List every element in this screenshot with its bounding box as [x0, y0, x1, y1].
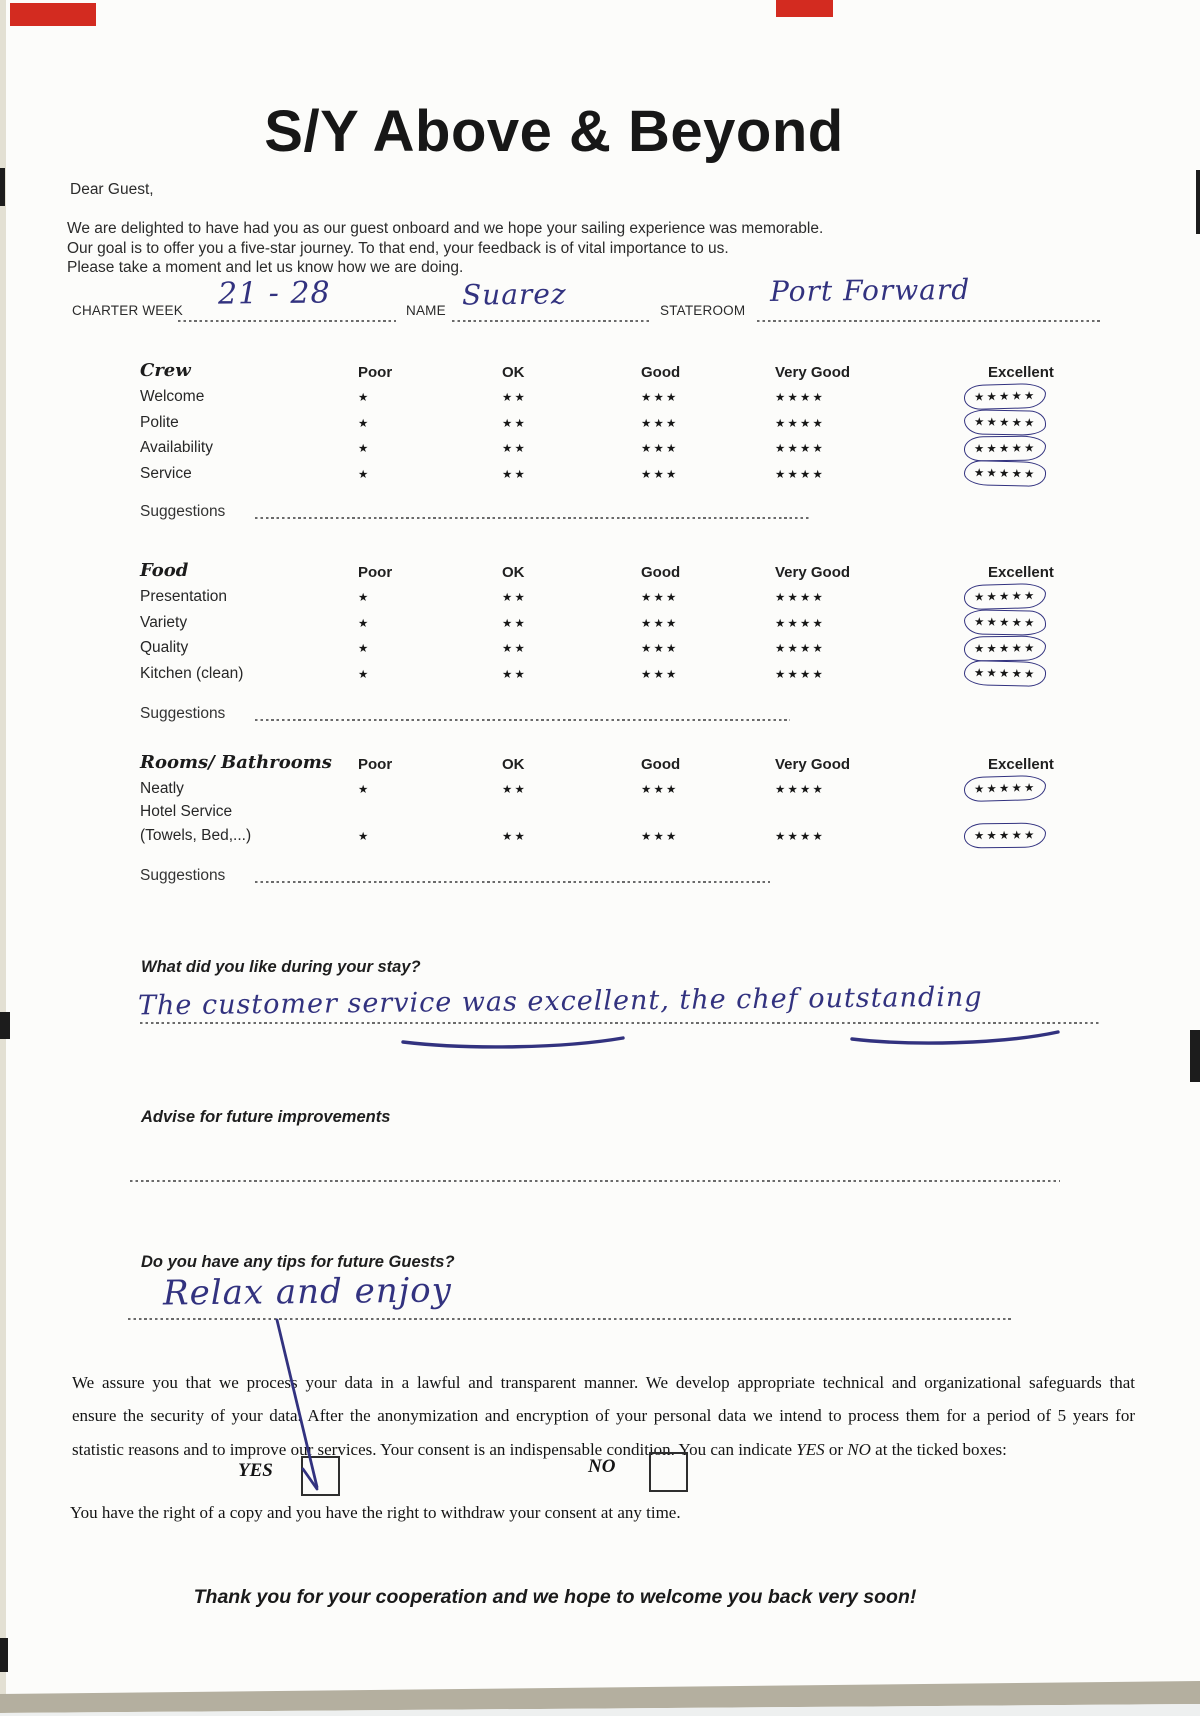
star-cell: ★	[358, 441, 371, 456]
rating-row	[140, 635, 1100, 661]
star-cell: ★★★★	[775, 466, 826, 481]
yes-checkbox	[301, 1456, 340, 1496]
scan-artifact-black-mark	[0, 1638, 8, 1672]
consent-line: ensure the security of your data. After the anonymization and encryption of your personal data we intend to process them for a period of 5 years for	[72, 1406, 1135, 1426]
rating-circle-mark	[964, 660, 1046, 687]
scan-artifact-black-mark	[1196, 170, 1200, 234]
star-cell: ★★★	[641, 641, 679, 656]
rating-table-rooms	[140, 742, 1100, 848]
scale-label: Poor	[358, 756, 393, 773]
star-cell: ★★★	[641, 441, 679, 456]
star-cell: ★★★★★	[973, 614, 1037, 630]
food-suggestions-label: Suggestions	[140, 705, 226, 722]
star-cell: ★★★★★	[973, 780, 1037, 797]
star-cell: ★★★★	[775, 441, 826, 456]
consent-emphasis: YES	[796, 1439, 825, 1459]
rating-row-label: Polite	[140, 413, 179, 431]
star-cell: ★★	[502, 466, 528, 481]
star-cell: ★★★★	[775, 641, 826, 656]
rating-header-row	[140, 550, 1100, 584]
excellent-cell	[973, 410, 1100, 435]
excellent-cell	[973, 610, 1100, 635]
name-line	[452, 320, 652, 322]
star-cell: ★★★★	[775, 415, 826, 430]
crew-suggestions-label: Suggestions	[140, 503, 226, 520]
rating-circle-mark	[964, 583, 1046, 610]
star-cell: ★★★★★	[973, 388, 1037, 405]
rights-statement: You have the right of a copy and you have the right to withdraw your consent at any time.	[70, 1503, 681, 1522]
rating-row-label: Variety	[140, 613, 188, 631]
name-label: NAME	[406, 303, 446, 318]
star-cell: ★	[358, 781, 371, 796]
star-cell: ★	[358, 666, 371, 681]
yes-label: YES	[238, 1460, 273, 1481]
star-cell: ★★★★	[775, 666, 826, 681]
stateroom-line	[757, 320, 1102, 322]
rating-row-label: Service	[140, 464, 192, 482]
star-cell: ★★★	[641, 615, 679, 630]
star-cell: ★★	[502, 828, 528, 843]
star-cell: ★★★★★	[973, 640, 1037, 656]
scale-label: Very Good	[775, 564, 851, 581]
scale-label: OK	[502, 564, 525, 581]
rating-row-label: Kitchen (clean)	[140, 664, 244, 682]
intro-line: Our goal is to offer you a five-star journey. To that end, your feedback is of vital importance to us.	[67, 239, 729, 257]
rating-circle-mark	[964, 635, 1046, 661]
no-checkbox	[649, 1452, 688, 1492]
rating-row-label: (Towels, Bed,...)	[140, 826, 252, 844]
excellent-cell	[973, 823, 1100, 848]
star-cell: ★★★	[641, 666, 679, 681]
scale-label: Good	[641, 756, 681, 773]
star-cell: ★★★★★	[973, 440, 1037, 456]
star-cell: ★★	[502, 589, 528, 604]
star-cell: ★★★	[641, 828, 679, 843]
star-cell: ★	[358, 415, 371, 430]
rating-row	[140, 802, 1100, 823]
page-title: S/Y Above & Beyond	[264, 99, 844, 164]
star-cell: ★★★	[641, 466, 679, 481]
rating-header-row	[140, 742, 1100, 776]
rating-circle-mark	[964, 383, 1046, 410]
rating-circle-mark	[964, 435, 1046, 461]
question-stay-label: What did you like during your stay?	[141, 958, 421, 976]
star-cell: ★★★★★	[973, 465, 1037, 482]
star-cell: ★★★★	[775, 389, 826, 404]
star-cell: ★★	[502, 441, 528, 456]
star-cell: ★	[358, 466, 371, 481]
scale-label: OK	[502, 364, 525, 381]
charter-week-value: 21 - 28	[217, 275, 331, 312]
rating-row-label: Presentation	[140, 587, 228, 605]
scale-label: OK	[502, 756, 525, 773]
scale-label: Good	[641, 364, 681, 381]
consent-emphasis: NO	[847, 1439, 871, 1459]
star-cell: ★★★★	[775, 615, 826, 630]
rating-row	[140, 461, 1100, 487]
question-tips-answer: Relax and enjoy	[162, 1270, 453, 1314]
rooms-suggestions-label: Suggestions	[140, 867, 226, 884]
scan-artifact-black-mark	[1190, 1030, 1200, 1082]
consent-text: statistic reasons and to improve our services. Your consent is an indispensable condition. You can indicate	[72, 1439, 797, 1459]
rating-circle-mark	[964, 609, 1046, 636]
star-cell: ★	[358, 828, 371, 843]
star-cell: ★★★	[641, 781, 679, 796]
excellent-cell	[973, 661, 1100, 686]
excellent-cell	[973, 584, 1100, 609]
star-cell: ★★★★★	[973, 665, 1037, 682]
star-cell: ★	[358, 389, 371, 404]
scale-label: Excellent	[988, 364, 1054, 381]
rating-row-label: Hotel Service	[140, 803, 233, 821]
star-cell: ★	[358, 641, 371, 656]
rating-circle-mark	[964, 409, 1046, 436]
intro-line: Please take a moment and let us know how we are doing.	[67, 259, 464, 277]
star-cell: ★★	[502, 666, 528, 681]
rating-row	[140, 661, 1100, 687]
rating-table-crew	[140, 350, 1100, 487]
rating-row	[140, 584, 1100, 610]
scan-artifact-black-mark	[0, 1012, 10, 1039]
question-improvements-line	[130, 1180, 1060, 1182]
star-cell: ★★★	[641, 389, 679, 404]
underline-outstanding-stroke	[852, 1032, 1058, 1043]
section-title: Crew	[140, 360, 191, 381]
scale-label: Excellent	[988, 564, 1054, 581]
question-stay-answer: The customer service was excellent, the chef outstanding	[137, 981, 983, 1022]
intro-paragraph	[67, 219, 823, 278]
consent-text: or	[824, 1439, 848, 1459]
star-cell: ★	[358, 589, 371, 604]
scan-artifact-red-mark	[776, 0, 833, 17]
rating-row-label: Neatly	[140, 779, 184, 797]
star-cell: ★★★★	[775, 781, 826, 796]
star-cell: ★★	[502, 781, 528, 796]
star-cell: ★★★★★	[973, 588, 1037, 605]
star-cell: ★	[358, 615, 371, 630]
rating-header-row	[140, 350, 1100, 384]
rating-circle-mark	[964, 775, 1046, 802]
star-cell: ★★★	[641, 589, 679, 604]
excellent-cell	[973, 436, 1100, 461]
rooms-suggestions-line	[255, 881, 770, 883]
question-stay-line	[140, 1022, 1100, 1024]
star-cell: ★★	[502, 615, 528, 630]
rating-row	[140, 610, 1100, 636]
star-cell: ★★	[502, 641, 528, 656]
scan-artifact-black-mark	[0, 168, 5, 206]
charter-week-label: CHARTER WEEK	[72, 303, 183, 318]
scale-label: Very Good	[775, 756, 851, 773]
rating-row-label: Availability	[140, 439, 213, 457]
scale-label: Very Good	[775, 364, 851, 381]
name-value: Suarez	[461, 277, 567, 312]
rating-row	[140, 435, 1100, 461]
star-cell: ★★★★★	[973, 414, 1037, 430]
no-label: NO	[588, 1456, 616, 1477]
greeting: Dear Guest,	[70, 181, 154, 198]
scale-label: Excellent	[988, 756, 1054, 773]
crew-suggestions-line	[255, 517, 810, 519]
rating-row	[140, 410, 1100, 436]
rating-row	[140, 776, 1100, 802]
stateroom-value: Port Forward	[769, 272, 971, 309]
consent-text: at the ticked boxes:	[870, 1439, 1007, 1459]
scale-label: Good	[641, 564, 681, 581]
scale-label: Poor	[358, 364, 393, 381]
underline-excellent-stroke	[403, 1038, 623, 1047]
stateroom-label: STATEROOM	[660, 303, 746, 318]
rating-circle-mark	[964, 460, 1046, 487]
star-cell: ★★★★★	[973, 827, 1037, 843]
rating-row-label: Welcome	[140, 387, 205, 405]
food-suggestions-line	[255, 719, 790, 721]
section-title: Food	[140, 560, 189, 581]
closing-statement: Thank you for your cooperation and we hope to welcome you back very soon!	[193, 1586, 917, 1608]
excellent-cell	[973, 461, 1100, 486]
rating-row	[140, 384, 1100, 410]
rating-circle-mark	[964, 823, 1046, 849]
question-tips-label: Do you have any tips for future Guests?	[141, 1253, 455, 1271]
intro-line: We are delighted to have had you as our guest onboard and we hope your sailing experience was memorable.	[67, 220, 824, 237]
rating-table-food	[140, 550, 1100, 687]
question-tips-line	[128, 1318, 1012, 1320]
charter-week-line	[178, 320, 396, 322]
rating-row	[140, 823, 1100, 849]
star-cell: ★★★★	[775, 828, 826, 843]
star-cell: ★★★	[641, 415, 679, 430]
star-cell: ★★★★	[775, 589, 826, 604]
star-cell: ★★	[502, 389, 528, 404]
scale-label: Poor	[358, 564, 393, 581]
consent-paragraph	[72, 1366, 1135, 1466]
star-cell: ★★	[502, 415, 528, 430]
excellent-cell	[973, 776, 1100, 801]
question-improvements-label: Advise for future improvements	[141, 1108, 391, 1126]
rating-row-label: Quality	[140, 639, 189, 657]
scan-artifact-red-mark	[10, 3, 96, 26]
excellent-cell	[973, 636, 1100, 661]
consent-line: We assure you that we process your data in a lawful and transparent manner. We develop appropriate technical and organizational safeguards that	[72, 1373, 1135, 1392]
section-title: Rooms/ Bathrooms	[140, 752, 332, 773]
scan-edge-left	[0, 0, 6, 1716]
excellent-cell	[973, 384, 1100, 409]
page-bottom-edge	[0, 1676, 1200, 1716]
